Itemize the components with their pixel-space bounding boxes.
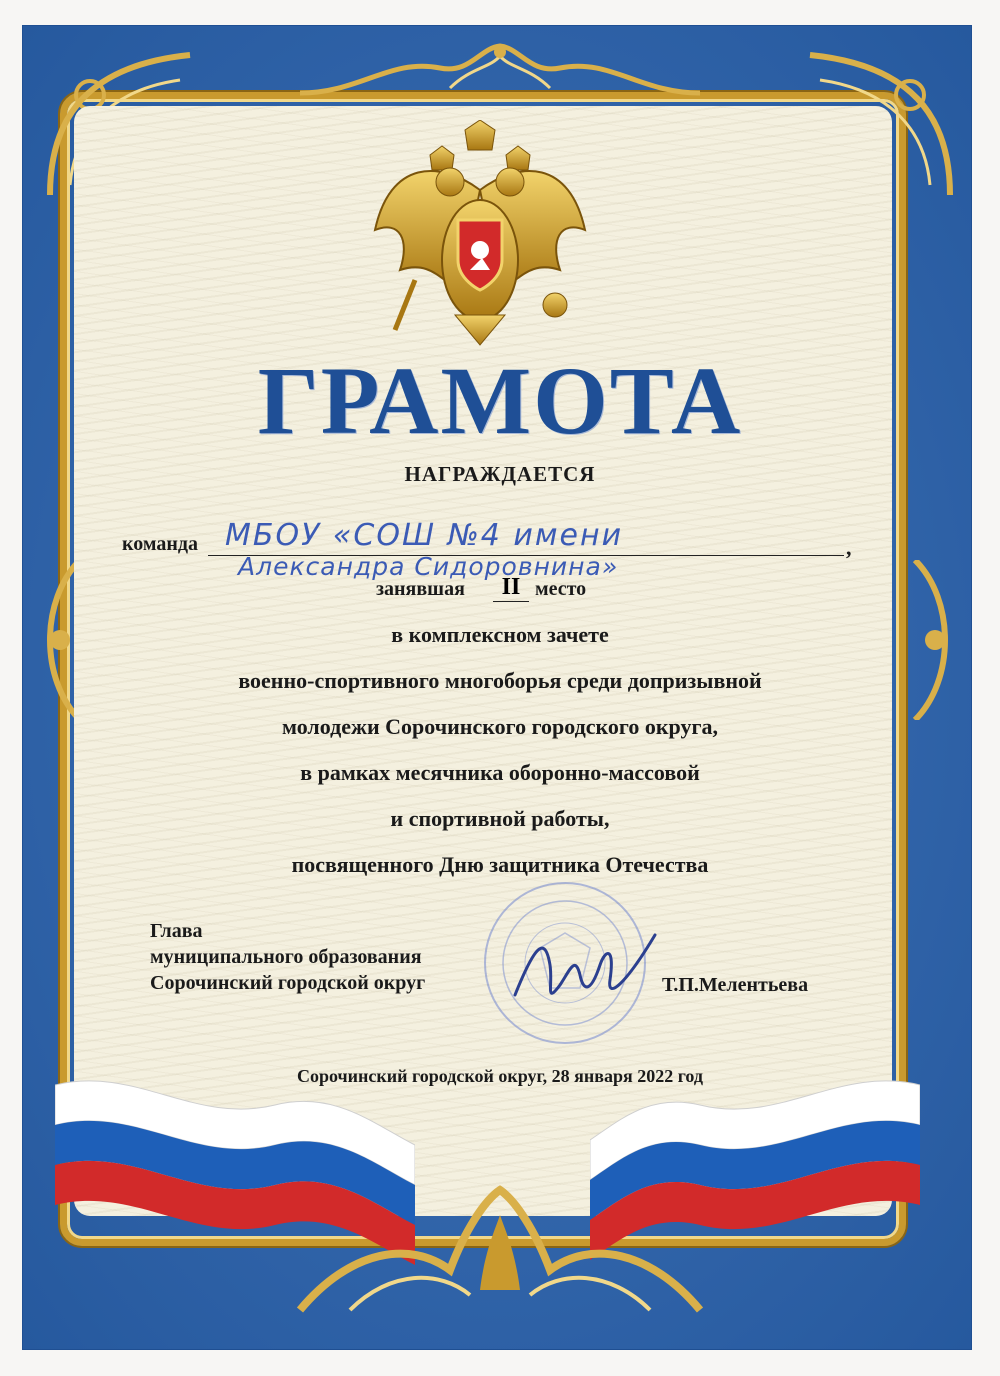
bottom-ornament-icon: [290, 1170, 710, 1320]
description-line-2: военно-спортивного многоборья среди допризывной: [238, 668, 762, 693]
footer-place-date: Сорочинский городской округ, 28 января 2022 год: [296, 1066, 704, 1086]
awarded-heading: НАГРАЖДАЕТСЯ: [404, 462, 596, 486]
team-comma: ,: [846, 535, 852, 560]
certificate-title: ГРАМОТА: [257, 347, 743, 454]
place-suffix: место: [535, 578, 587, 600]
team-name-handwritten-1: МБОУ «СОШ №4 имени: [225, 518, 624, 553]
description-line-1: в комплексном зачете: [391, 622, 609, 647]
signatory-title-2: муниципального образования: [150, 946, 422, 968]
signatory-title-1: Глава: [150, 920, 203, 942]
signature-icon: [505, 925, 665, 1015]
signatory-name: Т.П.Мелентьева: [662, 974, 809, 996]
place-prefix: занявшая: [376, 578, 465, 600]
team-label: команда: [122, 533, 199, 555]
place-value: II: [493, 574, 529, 602]
top-ornament-icon: [300, 38, 700, 108]
description-line-5: и спортивной работы,: [390, 806, 610, 831]
description-line-6: посвященного Дню защитника Отечества: [291, 852, 709, 877]
coat-of-arms-icon: [370, 120, 590, 350]
description-line-4: в рамках месячника оборонно-массовой: [300, 760, 700, 785]
description-line-3: молодежи Сорочинского городского округа,: [282, 714, 718, 739]
signatory-title-3: Сорочинский городской округ: [150, 972, 426, 994]
team-name-handwritten-2: Александра Сидоровнина»: [238, 552, 619, 581]
